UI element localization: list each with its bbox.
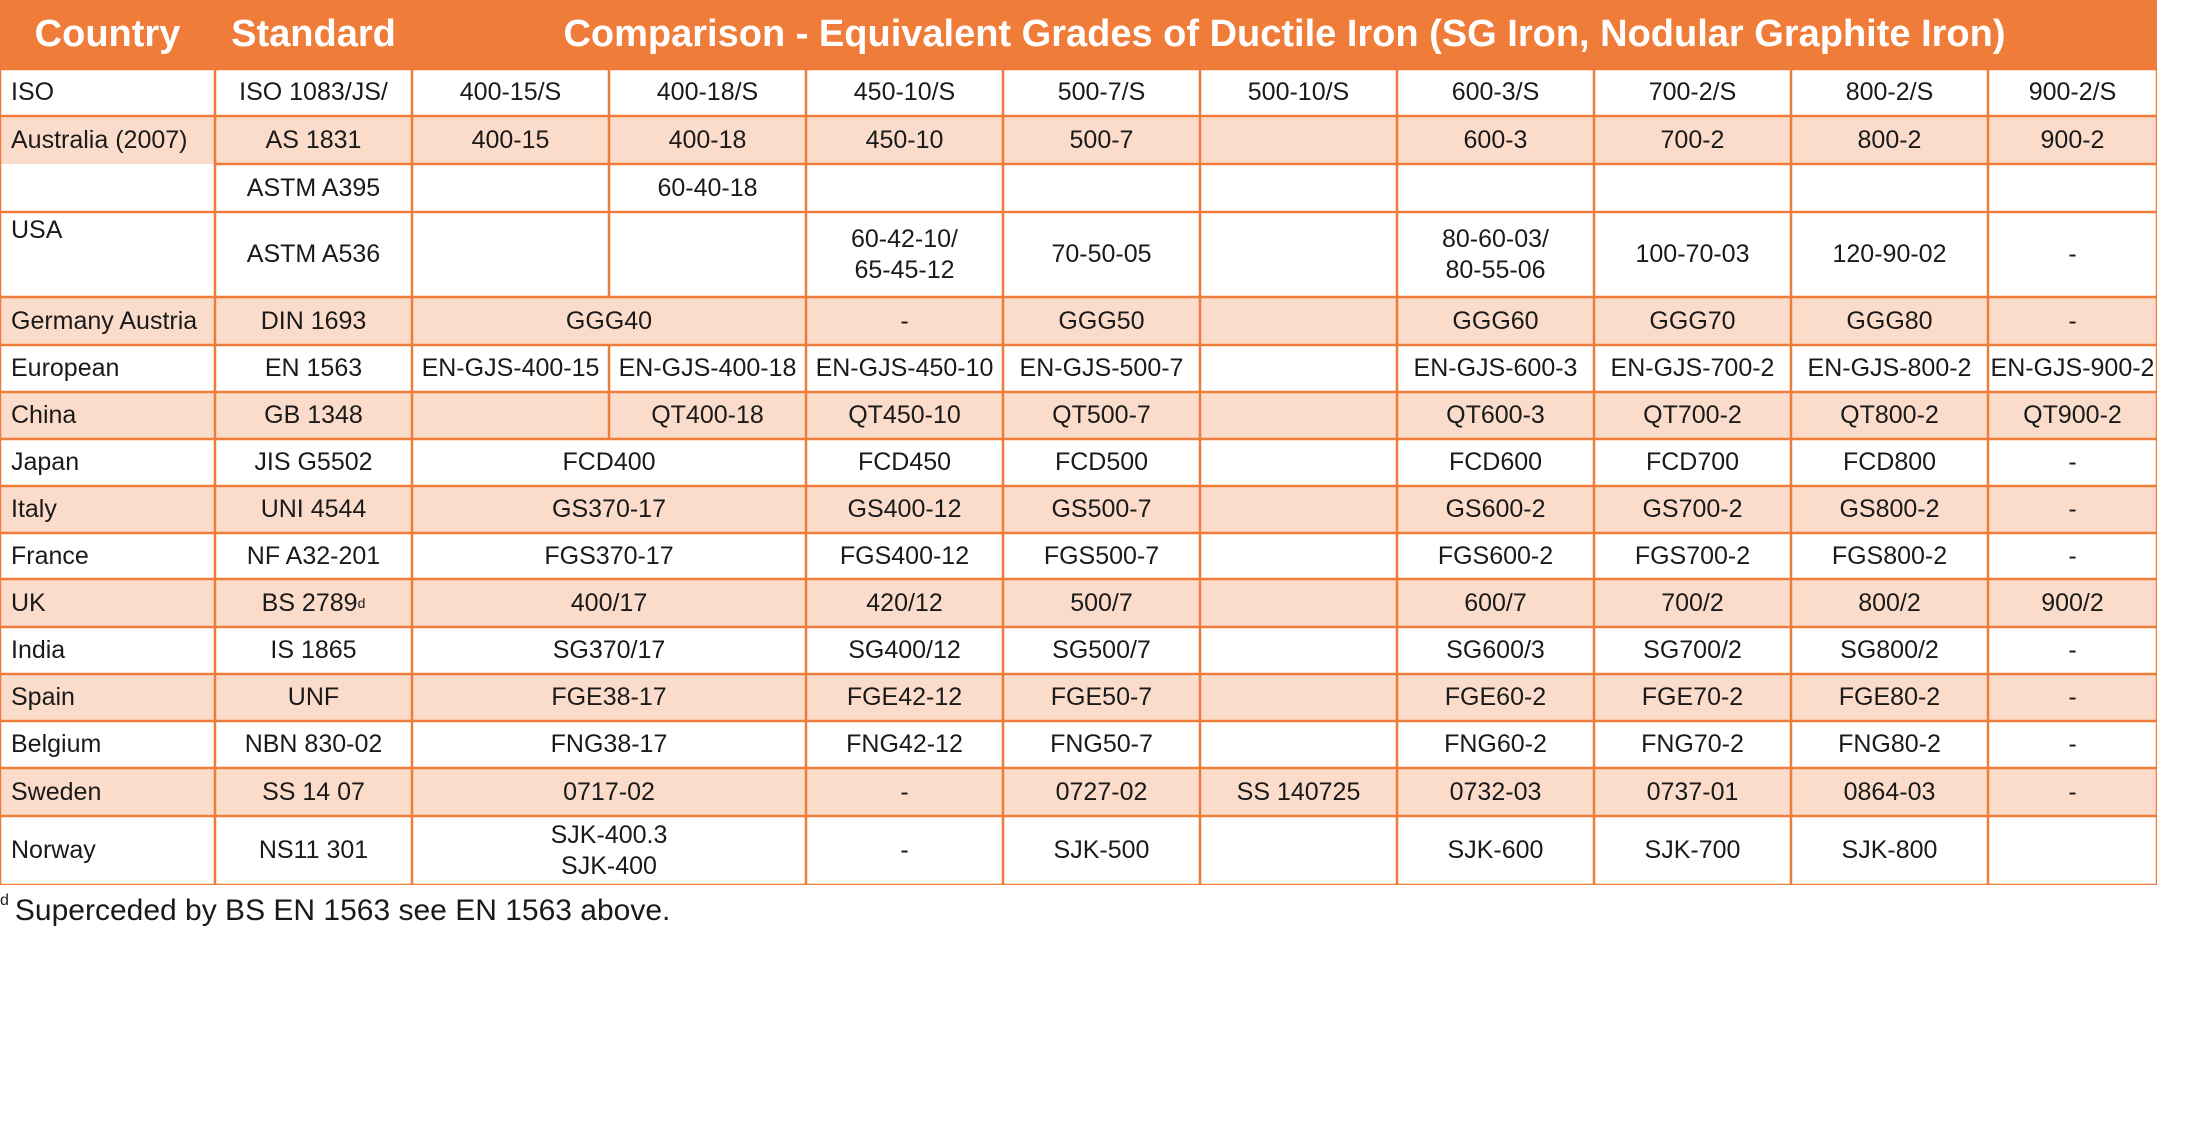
country-cell-belgium: Belgium [0,721,215,768]
grade-cell-grade-800-2: FCD800 [1791,439,1988,486]
grade-cell-grade-450-10: FCD450 [806,439,1003,486]
grade-cell-grade-900-2: - [1988,486,2157,533]
grade-cell-grade-400-18: EN-GJS-400-18 [609,345,806,392]
grade-cell-grade-700-2: 100-70-03 [1594,212,1791,297]
grade-cell-grade-900-2: QT900-2 [1988,392,2157,439]
grade-cell-grade-900-2: 900-2 [1988,116,2157,164]
grade-cell-grade-500-7: 500-7/S [1003,69,1200,116]
grade-cell-grade-600-3: 600-3/S [1397,69,1594,116]
country-cell-germany-austria: Germany Austria [0,297,215,345]
grade-cell-grade-700-2: EN-GJS-700-2 [1594,345,1791,392]
grade-cell-grade-900-2: 900-2/S [1988,69,2157,116]
grade-cell-grade-400-15: SG370/17 [412,627,806,674]
grade-cell-grade-450-10: GS400-12 [806,486,1003,533]
grade-cell-grade-600-3: FGE60-2 [1397,674,1594,721]
grade-cell-grade-500-7: GGG50 [1003,297,1200,345]
grade-cell-grade-800-2: 800/2 [1791,579,1988,627]
grade-cell-grade-500-7: EN-GJS-500-7 [1003,345,1200,392]
standard-text: IS 1865 [270,636,357,664]
grade-cell-grade-500-7: FGE50-7 [1003,674,1200,721]
standard-text: EN 1563 [264,354,363,382]
country-cell-uk: UK [0,579,215,627]
grade-cell-grade-900-2: 900/2 [1988,579,2157,627]
grade-cell-grade-400-15: 400/17 [412,579,806,627]
grade-cell-grade-500-7: 500/7 [1003,579,1200,627]
country-cell-norway: Norway [0,816,215,885]
standard-text: UNI 4544 [260,495,367,523]
footnote-mark: d [0,892,9,909]
standard-cell: ASTM A536 [215,212,412,297]
grade-cell-grade-400-15: EN-GJS-400-15 [412,345,609,392]
grade-cell-grade-400-18: 400-18/S [609,69,806,116]
grade-cell-grade-400-18: QT400-18 [609,392,806,439]
grade-cell-grade-700-2: GGG70 [1594,297,1791,345]
grade-cell-grade-400-15: 400-15 [412,116,609,164]
grade-cell-grade-800-2: GGG80 [1791,297,1988,345]
grade-cell-grade-700-2: GS700-2 [1594,486,1791,533]
grade-cell-grade-700-2: SJK-700 [1594,816,1791,885]
grade-cell-grade-600-3: SJK-600 [1397,816,1594,885]
grade-cell-grade-500-7: 0727-02 [1003,768,1200,816]
country-cell-australia-2007: Australia (2007) [0,116,215,164]
grade-cell-grade-800-2: FGE80-2 [1791,674,1988,721]
grade-cell-grade-450-10: SG400/12 [806,627,1003,674]
grade-cell-grade-450-10: FGE42-12 [806,674,1003,721]
grade-cell-grade-600-3: 0732-03 [1397,768,1594,816]
grade-cell-grade-800-2: SJK-800 [1791,816,1988,885]
standard-cell: BS 2789 d [215,579,412,627]
grade-cell-grade-600-3: QT600-3 [1397,392,1594,439]
grade-cell-grade-800-2: 800-2 [1791,116,1988,164]
grade-cell-grade-800-2: 800-2/S [1791,69,1988,116]
grade-cell-grade-800-2: EN-GJS-800-2 [1791,345,1988,392]
country-cell-france: France [0,533,215,579]
grade-cell-grade-700-2: FGS700-2 [1594,533,1791,579]
grade-cell-grade-400-18: 400-18 [609,116,806,164]
header-title: Comparison - Equivalent Grades of Ductile Iron (SG Iron, Nodular Graphite Iron) [412,0,2157,69]
grade-cell-grade-700-2: 700/2 [1594,579,1791,627]
grade-cell-grade-400-15: FGS370-17 [412,533,806,579]
grade-cell-grade-500-7: SG500/7 [1003,627,1200,674]
standard-text: SS 14 07 [262,777,365,806]
grade-cell-grade-800-2: FGS800-2 [1791,533,1988,579]
grade-cell-grade-450-10: 450-10 [806,116,1003,164]
grade-cell-grade-700-2: FGE70-2 [1594,674,1791,721]
standard-text: NBN 830-02 [244,730,383,758]
grade-cell-grade-450-10: EN-GJS-450-10 [806,345,1003,392]
standard-text: DIN 1693 [260,306,367,335]
country-cell-usa: USA [0,164,215,297]
country-cell-italy: Italy [0,486,215,533]
grade-cell-grade-700-2: FNG70-2 [1594,721,1791,768]
grade-cell-grade-500-7: 500-7 [1003,116,1200,164]
grade-cell-grade-600-3: FGS600-2 [1397,533,1594,579]
grade-cell-grade-900-2: - [1988,439,2157,486]
grade-cell-grade-600-3: 80-60-03/ 80-55-06 [1397,212,1594,297]
footnote-text: Superceded by BS EN 1563 see EN 1563 above. [14,894,671,927]
grade-cell-grade-400-15: GGG40 [412,297,806,345]
grade-cell-grade-400-15: 400-15/S [412,69,609,116]
grade-cell-grade-500-7: GS500-7 [1003,486,1200,533]
standard-text: AS 1831 [265,125,362,154]
grade-cell-grade-450-10: 420/12 [806,579,1003,627]
country-cell-european: European [0,345,215,392]
grade-cell-grade-600-3: EN-GJS-600-3 [1397,345,1594,392]
grade-cell-grade-450-10: QT450-10 [806,392,1003,439]
standard-text: ISO 1083/JS/ [239,78,388,106]
country-cell-spain: Spain [0,674,215,721]
country-cell-japan: Japan [0,439,215,486]
grade-cell-grade-800-2: FNG80-2 [1791,721,1988,768]
grade-cell-grade-900-2: - [1988,721,2157,768]
grade-cell-grade-900-2: - [1988,674,2157,721]
header-country: Country [0,0,215,69]
grade-cell-grade-500-7: SJK-500 [1003,816,1200,885]
grade-cell-grade-400-15: FNG38-17 [412,721,806,768]
grade-cell-grade-700-2: SG700/2 [1594,627,1791,674]
grade-cell-grade-500-10: SS 140725 [1200,768,1397,816]
grade-cell-grade-400-15: FCD400 [412,439,806,486]
standard-cell: ASTM A395 [215,164,412,212]
grade-cell-grade-800-2: SG800/2 [1791,627,1988,674]
standard-text: BS 2789 [261,588,358,617]
grade-cell-grade-700-2: 0737-01 [1594,768,1791,816]
grade-cell-grade-400-15: SJK-400.3 SJK-400 [412,816,806,885]
standard-text: GB 1348 [264,401,363,429]
grade-cell-grade-900-2: EN-GJS-900-2 [1988,345,2157,392]
grade-cell-grade-800-2: QT800-2 [1791,392,1988,439]
country-cell-china: China [0,392,215,439]
country-cell-india: India [0,627,215,674]
grade-cell-grade-450-10: FNG42-12 [806,721,1003,768]
grade-cell-grade-600-3: 600/7 [1397,579,1594,627]
grade-cell-grade-900-2: - [1988,768,2157,816]
grade-cell-grade-900-2: - [1988,297,2157,345]
grade-cell-grade-600-3: GS600-2 [1397,486,1594,533]
grade-cell-grade-500-7: FGS500-7 [1003,533,1200,579]
grade-cell-grade-900-2: - [1988,627,2157,674]
grade-cell-grade-800-2: 0864-03 [1791,768,1988,816]
grade-cell-grade-700-2: FCD700 [1594,439,1791,486]
grade-cell-grade-600-3: FCD600 [1397,439,1594,486]
grade-cell-grade-600-3: 600-3 [1397,116,1594,164]
grade-cell-grade-900-2: - [1988,212,2157,297]
country-cell-iso: ISO [0,69,215,116]
grade-cell-grade-500-7: FNG50-7 [1003,721,1200,768]
grade-cell-grade-500-7: 70-50-05 [1003,212,1200,297]
grade-cell-grade-450-10: 450-10/S [806,69,1003,116]
grade-cell-grade-400-18: 60-40-18 [609,164,806,212]
grade-cell-grade-450-10: - [806,816,1003,885]
grade-cell-grade-450-10: FGS400-12 [806,533,1003,579]
grade-cell-grade-800-2: 120-90-02 [1791,212,1988,297]
grade-cell-grade-400-15: 0717-02 [412,768,806,816]
grade-cell-grade-600-3: SG600/3 [1397,627,1594,674]
grade-cell-grade-500-7: FCD500 [1003,439,1200,486]
standard-text: UNF [287,683,340,711]
grade-cell-grade-900-2: - [1988,533,2157,579]
header-standard: Standard [215,0,412,69]
footnote [0,891,670,931]
grade-cell-grade-500-10: 500-10/S [1200,69,1397,116]
grade-cell-grade-400-15: FGE38-17 [412,674,806,721]
grade-cell-grade-800-2: GS800-2 [1791,486,1988,533]
grade-cell-grade-450-10: - [806,297,1003,345]
grade-cell-grade-400-15: GS370-17 [412,486,806,533]
grade-cell-grade-450-10: 60-42-10/ 65-45-12 [806,212,1003,297]
standard-text: NS11 301 [258,836,369,864]
country-cell-sweden: Sweden [0,768,215,816]
grade-cell-grade-600-3: FNG60-2 [1397,721,1594,768]
standard-text: JIS G5502 [254,448,373,476]
standard-text: NF A32-201 [246,541,381,570]
grade-cell-grade-700-2: QT700-2 [1594,392,1791,439]
grade-cell-grade-450-10: - [806,768,1003,816]
grade-cell-grade-500-7: QT500-7 [1003,392,1200,439]
grade-cell-grade-700-2: 700-2 [1594,116,1791,164]
grade-cell-grade-600-3: GGG60 [1397,297,1594,345]
grade-cell-grade-700-2: 700-2/S [1594,69,1791,116]
